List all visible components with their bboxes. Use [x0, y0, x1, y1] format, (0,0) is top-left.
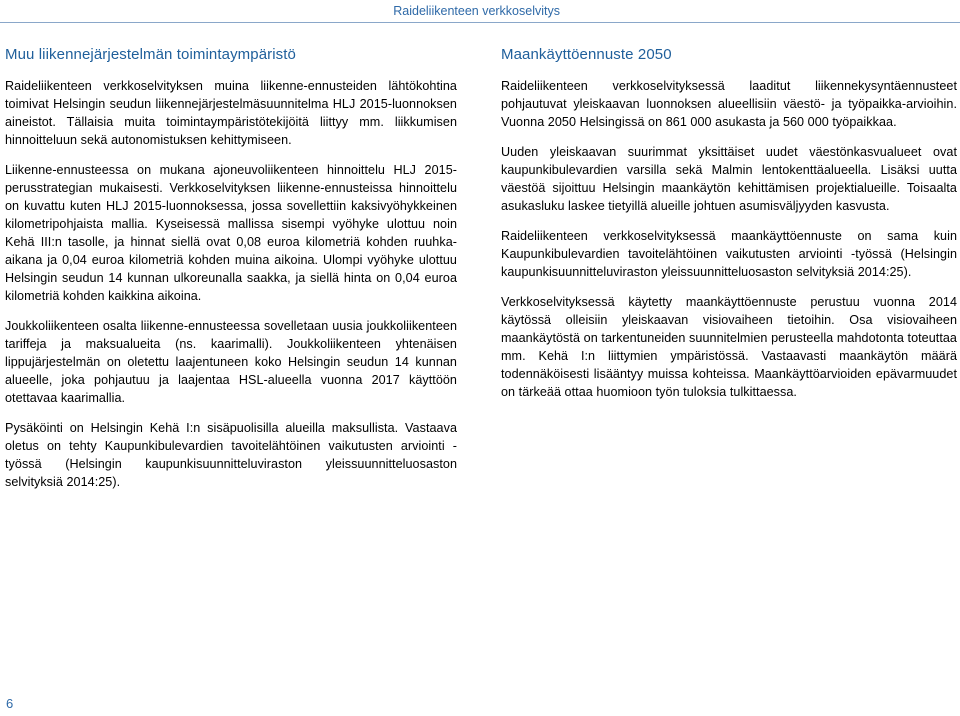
section-heading-toimintaymparisto: Muu liikennejärjestelmän toimintaympäristö — [5, 46, 296, 63]
paragraph: Raideliikenteen verkkoselvityksessä maankäyttöennuste on sama kuin Kaupunkibulevardien tavoitelähtöinen vaikutusten arviointi -työssä (Helsingin kaupunkisuunnitteluviraston yleissuunnitteluosaston selvityksiä 2014:25). — [501, 229, 957, 279]
paragraph: Joukkoliikenteen osalta liikenne-ennusteessa sovelletaan uusia joukkoliikenteen tariffeja ja maksualueita (ns. kaarimalli). Joukkoliikenteen yhtenäisen lippujärjestelmän on oletettu laajentuneen koko Helsingin seudun 14 kunnan alueelle, joka pohjautuu ja laajentaa HSL-alueella vuonna 2017 käyttöön otettavaa kaarimallia. — [5, 319, 457, 405]
section-heading-maankayttoennuste: Maankäyttöennuste 2050 — [501, 46, 672, 63]
paragraph: Pysäköinti on Helsingin Kehä I:n sisäpuolisilla alueilla maksullista. Vastaava oletus on tehty Kaupunkibulevardien tavoitelähtöinen vaikutusten arviointi -työssä (Helsingin kaupunkisuunnitteluviraston yleissuunnitteluosaston selvityksiä 2014:25). — [5, 421, 457, 489]
paragraph: Verkkoselvityksessä käytetty maankäyttöennuste perustuu vuonna 2014 käytössä olleisiin yleiskaavan visiovaiheen tietoihin. Osa visiovaiheen maankäytöstä on tarkentuneiden suunnitelmien perusteella mahdotonta toteuttaa mm. Kehä I:n liittymien ympäristössä. Vastaavasti maankäytön määrä todennäköisesti lisääntyy muissa kohteissa. Maankäyttöarvioiden epävarmuudet on tärkeää ottaa huomioon työn tuloksia tulkittaessa. — [501, 295, 957, 399]
running-header — [0, 0, 960, 23]
running-header-title: Raideliikenteen verkkoselvitys — [393, 4, 560, 18]
left-column — [5, 46, 457, 503]
page-number: 6 — [6, 696, 14, 711]
paragraph: Liikenne-ennusteessa on mukana ajoneuvoliikenteen hinnoittelu HLJ 2015-perusstrategian mukaisesti. Verkkoselvityksen liikenne-ennusteissa hinnoittelu on kuvattu kuten HLJ 2015-luonnoksessa, jossa sovellettiin kaksivyöhykkeinen kilometripohjaista mallia. Kyseisessä mallissa sisempi vyöhyke ulottuu noin Kehä III:n tasolle, ja hinnat siellä ovat 0,08 euroa kilometriä kohden ruuhka-aikana ja 0,04 euroa kilometriä kohden muina aikoina. Ulompi vyöhyke ulottuu Helsingin seudun 14 kunnan ulkoreunalla saakka, ja siellä hinta on 0,04 euroa kilometriä kohden kaikkina aikoina. — [5, 163, 457, 303]
right-column — [501, 46, 957, 413]
paragraph: Raideliikenteen verkkoselvityksen muina liikenne-ennusteiden lähtökohtina toimivat Helsingin seudun liikennejärjestelmäsuunnitelma HLJ 2015-luonnoksen aineistot. Tällaisia muita toimintaympäristötekijöitä liittyy mm. liikkumisen hinnoitteluun sekä autonomistuksen kehittymiseen. — [5, 79, 457, 147]
paragraph: Uuden yleiskaavan suurimmat yksittäiset uudet väestönkasvualueet ovat kaupunkibulevardien varsilla sekä Malmin lentokenttäalueella. Lisäksi uutta väestöä sijoittuu Helsingin maankäytön kehittämisen projektialueille. Toisaalta asukasluku laskee tietyillä alueille johtuen asumisväljyyden kasvusta. — [501, 145, 957, 213]
paragraph: Raideliikenteen verkkoselvityksessä laaditut liikennekysyntäennusteet pohjautuvat yleiskaavan luonnoksen alueellisiin väestö- ja työpaikka-arvioihin. Vuonna 2050 Helsingissä on 861 000 asukasta ja 560 000 työpaikkaa. — [501, 79, 957, 129]
